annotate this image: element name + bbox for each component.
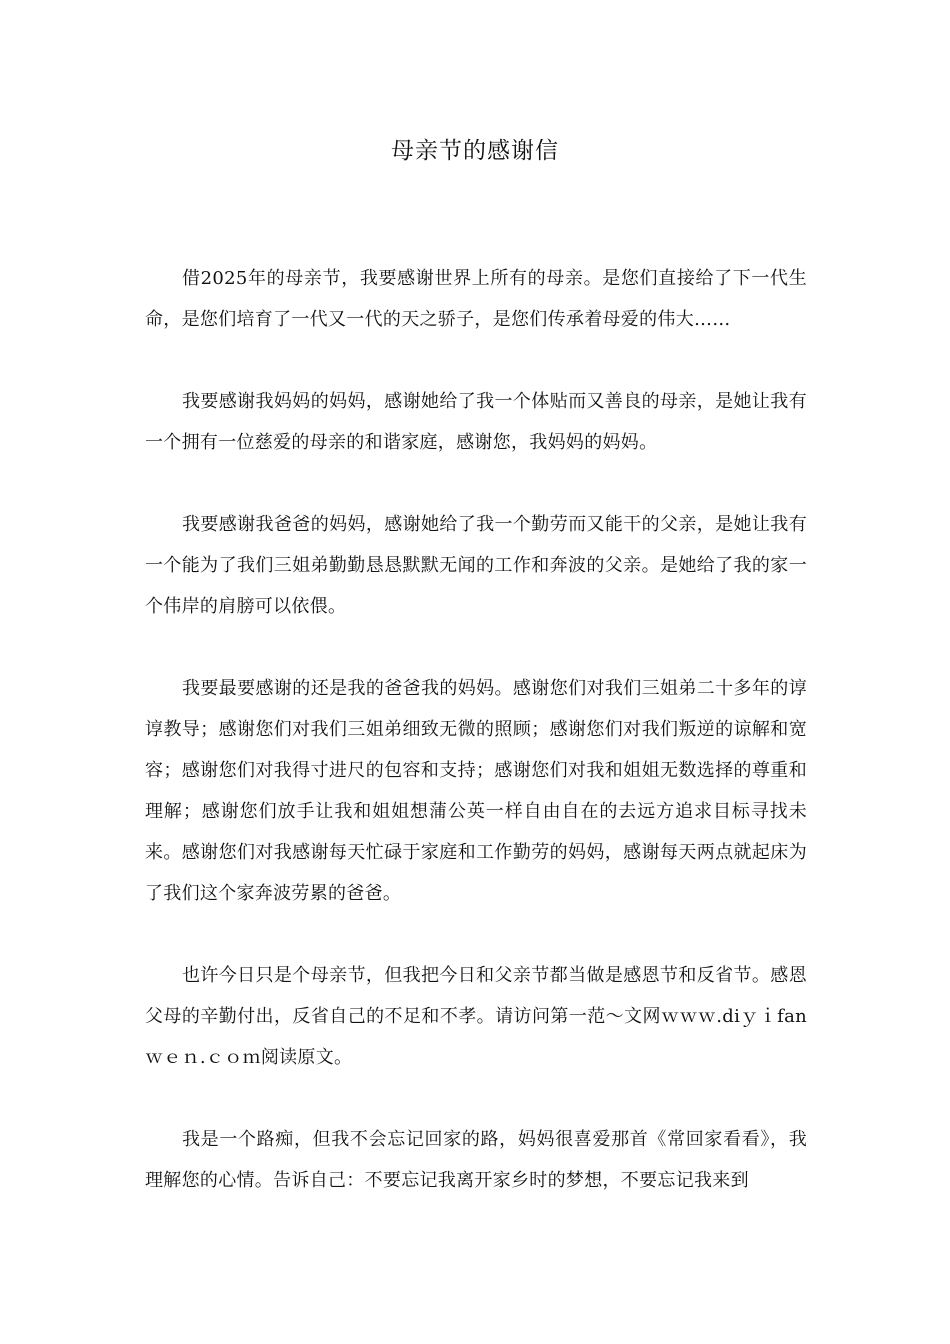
- document-body: [145, 258, 807, 1201]
- paragraph: 我要最要感谢的还是我的爸爸我的妈妈。感谢您们对我们三姐弟二十多年的谆谆教导；感谢您们对我们三姐弟细致无微的照顾；感谢您们对我们叛逆的谅解和宽容；感谢您们对我得寸进尺的包容和支持；感谢您们对我和姐姐无数选择的尊重和理解；感谢您们放手让我和姐姐想蒲公英一样自由自在的去远方追求目标寻找未来。感谢您们对我感谢每天忙碌于家庭和工作勤劳的妈妈，感谢每天两点就起床为了我们这个家奔波劳累的爸爸。: [145, 678, 807, 904]
- paragraph: 我是一个路痴，但我不会忘记回家的路，妈妈很喜爱那首《常回家看看》，我理解您的心情。告诉自己：不要忘记我离开家乡时的梦想，不要忘记我来到: [145, 1129, 807, 1191]
- paragraph: 我要感谢我妈妈的妈妈，感谢她给了我一个体贴而又善良的母亲，是她让我有一个拥有一位慈爱的母亲的和谐家庭，感谢您，我妈妈的妈妈。: [145, 391, 807, 453]
- paragraph: 我要感谢我爸爸的妈妈，感谢她给了我一个勤劳而又能干的父亲，是她让我有一个能为了我们三姐弟勤勤恳恳默默无闻的工作和奔波的父亲。是她给了我的家一个伟岸的肩膀可以依偎。: [145, 514, 807, 617]
- paragraph: 借2025年的母亲节，我要感谢世界上所有的母亲。是您们直接给了下一代生命，是您们培育了一代又一代的天之骄子，是您们传承着母爱的伟大……: [145, 268, 807, 330]
- document-title: 母亲节的感谢信: [391, 138, 559, 164]
- paragraph: 也许今日只是个母亲节，但我把今日和父亲节都当做是感恩节和反省节。感恩父母的辛勤付出，反省自己的不足和不孝。请访问第一范～文网ｗｗｗ.diｙｉfanｗｅｎ.ｃｏｍ阅读原文。: [145, 965, 807, 1068]
